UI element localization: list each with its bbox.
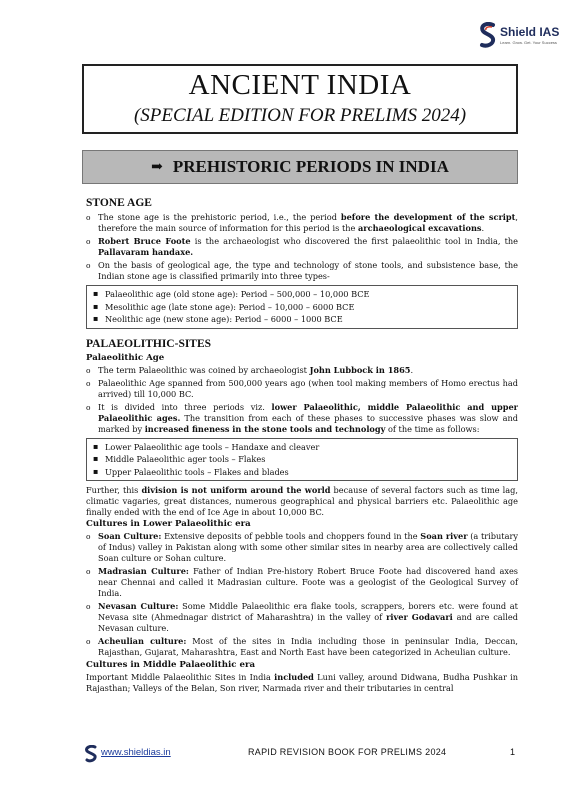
palaeolithic-tools-box [86,438,518,482]
middle-cultures-heading: Cultures in Middle Palaeolithic era [86,660,256,670]
document-body [86,193,518,695]
stone-age-heading: STONE AGE [86,197,152,209]
list-item: ▪ Lower Palaeolithic age tools – Handaxe and cleaver [93,441,511,454]
further-paragraph: Further, this division is not uniform around the world because of several factors such as time lag, climatic vagaries, great distances, numerous geographical and physical barriers etc. Palaeolithic age finally ended with the end of Ice Age in about 10,000 BC. [86,485,518,517]
title-box [82,64,518,134]
website-link[interactable]: www.shieldias.in [101,747,171,758]
arrow-right-icon: ➡ [151,159,163,175]
list-item: ▪ Palaeolithic age (old stone age): Period – 500,000 – 10,000 BCE [93,288,511,301]
shield-logo-icon [478,22,498,50]
list-item: ▪ Neolithic age (new stone age): Period – 6000 – 1000 BCE [93,313,511,326]
list-item: o Nevasan Culture: Some Middle Palaeolithic era flake tools, scrappers, borers etc. were found at Nevasa site (Ahmednagar district of Maharashtra) in the valley of river Godavari and are called Nevasan culture. [86,601,518,634]
lower-cultures-list [86,531,518,658]
list-item: o Madrasian Culture: Father of Indian Pre-history Robert Bruce Foote had discovered hand axes near Chennai and called it Madrasian culture. Foote was a geologist of the Geological Survey of India. [86,566,518,599]
shield-logo-icon [84,745,98,763]
brand-name: Shield IAS [500,25,560,39]
palaeolithic-list [86,365,518,435]
list-item: o Palaeolithic Age spanned from 500,000 years ago (when tool making members of Homo erectus had arrived) till 10,000 BC. [86,378,518,400]
list-item: o The stone age is the prehistoric period, i.e., the period before the development of the script, therefore the main source of information for this period is the archaeological excavations. [86,212,518,234]
list-item: o The term Palaeolithic was coined by archaeologist John Lubbock in 1865. [86,365,518,376]
stone-age-list [86,212,518,282]
list-item: o It is divided into three periods viz. lower Palaeolithic, middle Palaeolithic and upper Palaeolithic ages. The transition from each of these phases to successive phases was slow and marked by increased fineness in the stone tools and technology of the time as follows: [86,402,518,435]
section-heading: PREHISTORIC PERIODS IN INDIA [172,157,449,176]
page-number: 1 [510,747,516,757]
list-item: o On the basis of geological age, the type and technology of stone tools, and subsistence base, the Indian stone age is classified primarily into three types- [86,260,518,282]
stone-age-types-box [86,285,518,329]
list-item: o Soan Culture: Extensive deposits of pebble tools and choppers found in the Soan river (a tributary of Indus) valley in Pakistan along with some other similar sites in nearby area are collectively called Soan culture or Sohan culture. [86,531,518,564]
list-item: ▪ Mesolithic age (late stone age): Period – 10,000 – 6000 BCE [93,301,511,314]
footer-book-title: RAPID REVISION BOOK FOR PRELIMS 2024 [248,747,447,757]
middle-cultures-paragraph: Important Middle Palaeolithic Sites in India included Luni valley, around Didwana, Budha Pushkar in Rajasthan; Valleys of the Belan, Son river, Narmada river and their tributaries in central [86,672,518,693]
section-header-bar [82,150,518,184]
lower-cultures-heading: Cultures in Lower Palaeolithic era [86,519,251,529]
page-subtitle: (SPECIAL EDITION FOR PRELIMS 2024) [133,105,467,126]
palaeolithic-age-subheading: Palaeolithic Age [86,352,165,363]
brand-tagline: Learn. Grow. Get. Your Success [500,40,557,45]
brand-logo [478,22,570,50]
page-title: ANCIENT INDIA [188,69,412,101]
palaeolithic-sites-heading: PALAEOLITHIC-SITES [86,337,212,350]
list-item: o Acheulian culture: Most of the sites in India including those in peninsular India, Deccan, Rajasthan, Gujarat, Maharashtra, East and North East have been categorized in Acheulian culture. [86,636,518,658]
list-item: ▪ Upper Palaeolithic tools – Flakes and blades [93,466,511,479]
list-item: o Robert Bruce Foote is the archaeologist who discovered the first palaeolithic tool in India, the Pallavaram handaxe. [86,236,518,258]
page-footer [0,743,582,767]
list-item: ▪ Middle Palaeolithic ager tools – Flakes [93,453,511,466]
